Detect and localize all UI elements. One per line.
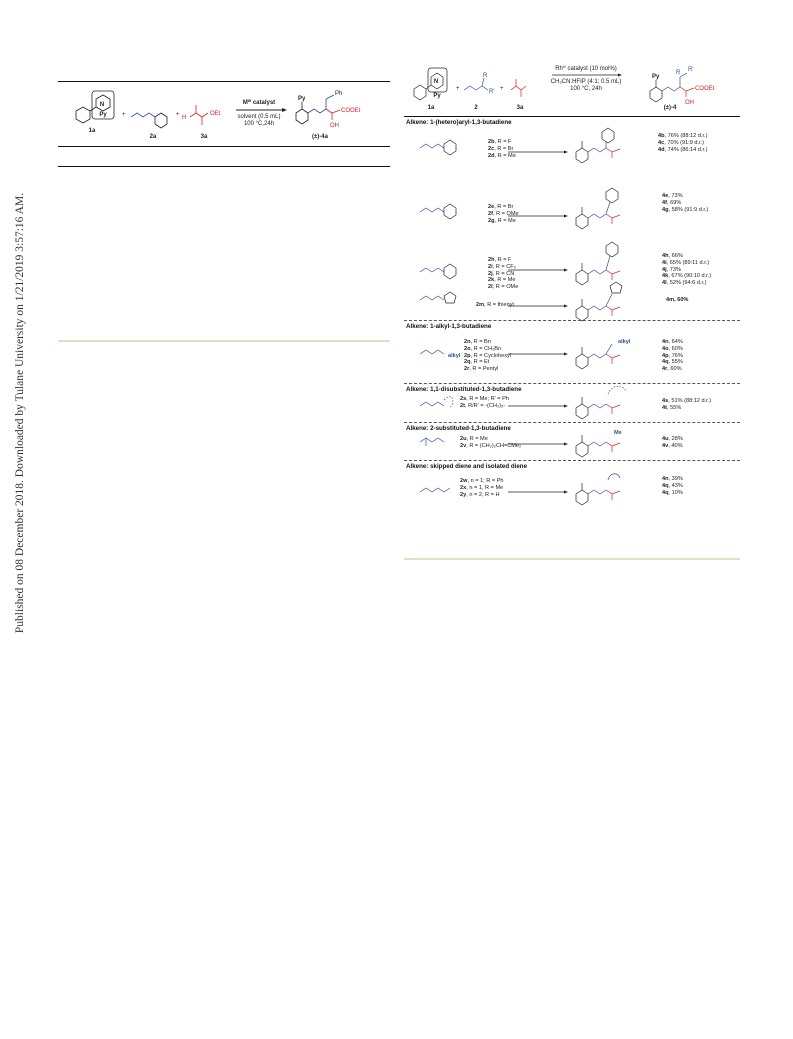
yield-entry: 4t, 55% (662, 404, 682, 411)
yield-entry: 4n, 39% (662, 476, 683, 482)
substrate-entry: 2y, n = 2, R = H (460, 491, 500, 498)
header-label-1a: 1a (427, 105, 435, 111)
yield-entry: 4p, 76% (662, 352, 683, 359)
header-n-label: N (433, 79, 439, 85)
substrate-entry: 2m, R = thienyl (476, 302, 514, 308)
section-title-skipped-diene: Alkene: skipped diene and isolated diene (406, 463, 528, 470)
conditions-label: 100 °C,24h (243, 121, 275, 127)
label-1a: 1a (88, 128, 96, 134)
yield-entry: 4u, 28% (662, 436, 683, 442)
header-rp-label: R' (489, 89, 495, 95)
yield-entry: 4q, 55% (662, 359, 683, 366)
substrate-entry: 2q, R = Et (464, 359, 490, 366)
substrate-entry: 2n, R = Bn (464, 339, 491, 345)
substrate-entry: 2r, R = Pentyl (464, 366, 499, 373)
header-r-label: R (483, 73, 488, 79)
substrate-list-ortho (488, 139, 516, 159)
plus-sign: + (500, 86, 504, 92)
compound-1a-structure (76, 91, 114, 123)
substrate-entry: 2g, R = Me (488, 217, 516, 224)
header-solvent-label: CH₃CN:HFIP (4:1; 0.5 mL) (550, 79, 622, 85)
me-label: Me (614, 430, 622, 436)
header-label-product: (±)-4 (663, 105, 677, 111)
substrate-entry: 2b, R = F (488, 139, 512, 145)
plus-sign: + (456, 86, 460, 92)
substrate-entry: 2j, R = CN (488, 270, 515, 277)
substrate-list-thienyl (476, 302, 514, 309)
label-product-4a: (±)-4a (312, 134, 328, 140)
py-label: Py (99, 112, 107, 118)
left-section-divider (58, 340, 390, 342)
substrate-entry: 2c, R = Br (488, 145, 514, 152)
yield-entry: 4i, 65% (89:11 d.r.) (662, 259, 710, 266)
substrate-entry: 2p, R = Cyclohexyl (464, 352, 512, 359)
substrate-entry: 2h, R = F (488, 257, 512, 263)
product-oh-label: OH (330, 123, 339, 129)
header-conditions-label: 100 °C, 24h (570, 86, 602, 92)
yield-entry: 4e, 73% (662, 193, 683, 199)
substrate-entry: 2t, R/R' = -(CH₂)₅- (460, 402, 506, 409)
yield-entry: 4s, 51% (88:12 d.r.) (662, 398, 712, 404)
substrate-entry: 2k, R = Me (488, 277, 516, 284)
yield-entry: 4h, 66% (662, 253, 683, 259)
label-2a: 2a (149, 134, 157, 140)
header-product-py: Py (652, 74, 660, 80)
substrate-list-meta (488, 204, 519, 224)
substrate-list-disubstituted (460, 396, 509, 410)
yield-entry: 4d, 74% (86:14 d.r.) (658, 146, 708, 153)
section-title-aryl: Alkene: 1-(hetero)aryl-1,3-butadiene (406, 119, 512, 126)
header-label-2: 2 (474, 105, 478, 111)
yield-entry: 4v, 40% (662, 442, 683, 449)
table-rule-mid (58, 146, 390, 147)
header-product-oh: OH (685, 100, 694, 106)
yield-list-para (662, 253, 711, 287)
yield-entry: 4k, 67% (90:10 d.r.) (662, 273, 712, 280)
yield-entry: 4g, 58% (91:9 d.r.) (662, 206, 709, 213)
section-title-disubstituted: Alkene: 1,1-disubstituted-1,3-butadiene (406, 386, 522, 393)
left-reaction-scheme (58, 83, 390, 145)
yield-entry: 4l, 52% (94:6 d.r.) (662, 280, 707, 287)
yield-list-ortho (658, 133, 707, 153)
table-top-rule (58, 81, 390, 82)
alkyl-label: alkyl (448, 353, 461, 359)
yield-list-thienyl (666, 297, 688, 304)
header-label-3a: 3a (516, 105, 524, 111)
substrate-entry: 2u, R = Me (460, 436, 488, 442)
catalyst-label: $M^{III}$ catalyst (242, 98, 276, 106)
header-product-rp: R' (688, 67, 694, 73)
header-catalyst-label: $Rh^{III}$ catalyst (10 mol%) (555, 65, 617, 72)
yield-entry: 4m, 60% (666, 297, 689, 303)
yield-entry: 4r, 60% (662, 366, 682, 373)
header-py-label: Py (433, 93, 441, 99)
ring-n-label: N (99, 102, 105, 108)
yield-list-alkyl (662, 339, 683, 373)
substrate-entry: 2l, R = OMe (488, 284, 519, 291)
yield-entry: 4c, 70% (91:9 d.r.) (658, 139, 705, 146)
yield-entry: 4b, 76% (88:12 d.r.) (658, 133, 708, 139)
yield-entry: 4n, 64% (662, 339, 683, 345)
publication-stamp: Published on 08 December 2018. Downloaded by Tulane University on 1/21/2019 3:57:16 AM. (14, 192, 26, 634)
compound-3a-structure (190, 105, 208, 125)
substrate-entry: 2o, R = CH₂Bn (464, 345, 502, 352)
yield-entry: 4q, 10% (662, 489, 683, 496)
scope-rows-text (404, 0, 740, 560)
substrate-entry: 2v, R = (CH₂)₂CH=CMe₂ (460, 442, 522, 449)
substrate-list-para (488, 257, 518, 291)
solvent-label: solvent (0.5 mL) (237, 114, 281, 120)
substrate-entry: 2d, R = Me (488, 152, 516, 159)
yield-list-disubstituted (662, 398, 711, 412)
yield-list-2-substituted (662, 436, 683, 450)
plus-sign: + (122, 112, 126, 118)
substrate-list-skipped (460, 478, 504, 498)
yield-entry: 4f, 69% (662, 199, 682, 206)
substrate-entry: 2x, n = 1, R = Me (460, 484, 504, 491)
arrow-head (282, 108, 287, 112)
product-alkyl-label: alkyl (618, 339, 631, 345)
table-rule-bottom (58, 166, 390, 167)
yield-entry: 4o, 60% (662, 345, 683, 352)
substrate-entry: 2w, n = 1; R = Ph (460, 478, 504, 484)
plus-sign: + (176, 112, 180, 118)
section-title-2-substituted: Alkene: 2-substituted-1,3-butadiene (406, 425, 511, 432)
substrate-entry: 2f, R = OMe (488, 210, 519, 217)
section-title-alkyl: Alkene: 1-alkyl-1,3-butadiene (406, 323, 492, 330)
aldehyde-h-label: H (182, 115, 187, 121)
yield-entry: 4q, 43% (662, 482, 683, 489)
substrate-list-alkyl (464, 339, 511, 373)
substrate-list-2-substituted (460, 436, 521, 450)
header-product-r: R (676, 70, 681, 76)
yield-list-skipped (662, 476, 683, 496)
product-ph-label: Ph (335, 91, 343, 97)
substrate-entry: 2i, R = CF₃ (488, 263, 516, 270)
substrate-entry: 2s, R = Me; R' = Ph (460, 396, 509, 402)
oet-label: OEt (210, 111, 221, 117)
substrate-entry: 2e, R = Br (488, 204, 514, 210)
yield-entry: 4j, 73% (662, 266, 681, 273)
compound-2a-structure (131, 113, 167, 128)
header-product-cooet: COOEt (695, 86, 715, 92)
product-py-label: Py (298, 96, 306, 102)
product-cooet-label: COOEt (341, 108, 361, 114)
yield-list-meta (662, 193, 708, 213)
label-3a: 3a (200, 134, 208, 140)
